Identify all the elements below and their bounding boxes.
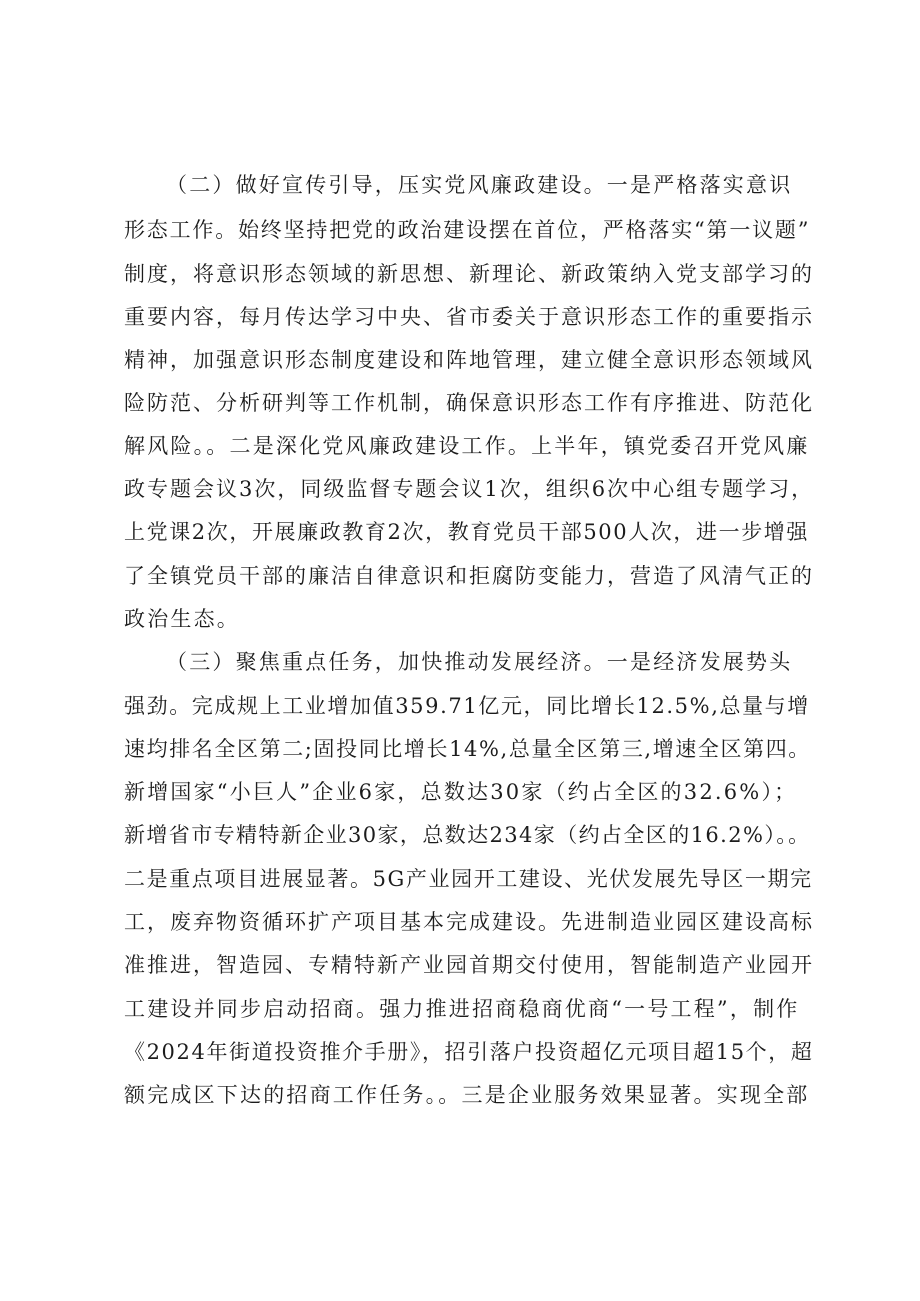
text-line: 额完成区下达的招商工作任务。。三是企业服务效果显著。实现全部: [124, 1083, 810, 1107]
text-line: 上党课2次，开展廉政教育2次，教育党员干部500人次，进一步增强: [124, 520, 810, 544]
text-line: （二）做好宣传引导，压实党风廉政建设。一是严格落实意识: [166, 173, 793, 197]
text-line: 政专题会议3次，同级监督专题会议1次，组织6次中心组专题学习，: [124, 477, 815, 501]
text-line: 《2024年街道投资推介手册》，招引落户投资超亿元项目超15个，超: [124, 1040, 814, 1064]
text-line: 重要内容，每月传达学习中央、省市委关于意识形态工作的重要指示: [124, 305, 814, 329]
text-line: 工建设并同步启动招商。强力推进招商稳商优商“一号工程”，制作: [124, 997, 800, 1021]
text-line: 制度，将意识形态领域的新思想、新理论、新政策纳入党支部学习的: [124, 262, 814, 286]
text-line: 险防范、分析研判等工作机制，确保意识形态工作有序推进、防范化: [124, 391, 814, 415]
text-line: 强劲。完成规上工业增加值359.71亿元，同比增长12.5%,总量与增: [124, 694, 810, 718]
text-line: 精神，加强意识形态制度建设和阵地管理，建立健全意识形态领域风: [124, 348, 814, 372]
text-line: 形态工作。始终坚持把党的政治建设摆在首位，严格落实“第一议题”: [124, 218, 811, 242]
text-line: 新增省市专精特新企业30家，总数达234家（约占全区的16.2%）。。: [124, 823, 811, 847]
text-line: 二是重点项目进展显著。5G产业园开工建设、光伏发展先导区一期完: [124, 867, 813, 891]
text-line: 工，废弃物资循环扩产项目基本完成建设。先进制造业园区建设高标: [124, 910, 814, 934]
text-line: 解风险。。二是深化党风廉政建设工作。上半年，镇党委召开党风廉: [124, 434, 810, 458]
text-line: 速均排名全区第二;固投同比增长14%,总量全区第三,增速全区第四。: [124, 737, 811, 761]
text-line: 新增国家“小巨人”企业6家，总数达30家（约占全区的32.6%）；: [124, 780, 798, 804]
text-line: 准推进，智造园、专精特新产业园首期交付使用，智能制造产业园开: [124, 953, 814, 977]
text-line: （三）聚焦重点任务，加快推动发展经济。一是经济发展势头: [166, 650, 793, 674]
text-line: 政治生态。: [124, 607, 240, 631]
text-line: 了全镇党员干部的廉洁自律意识和拒腐防变能力，营造了风清气正的: [124, 564, 814, 588]
